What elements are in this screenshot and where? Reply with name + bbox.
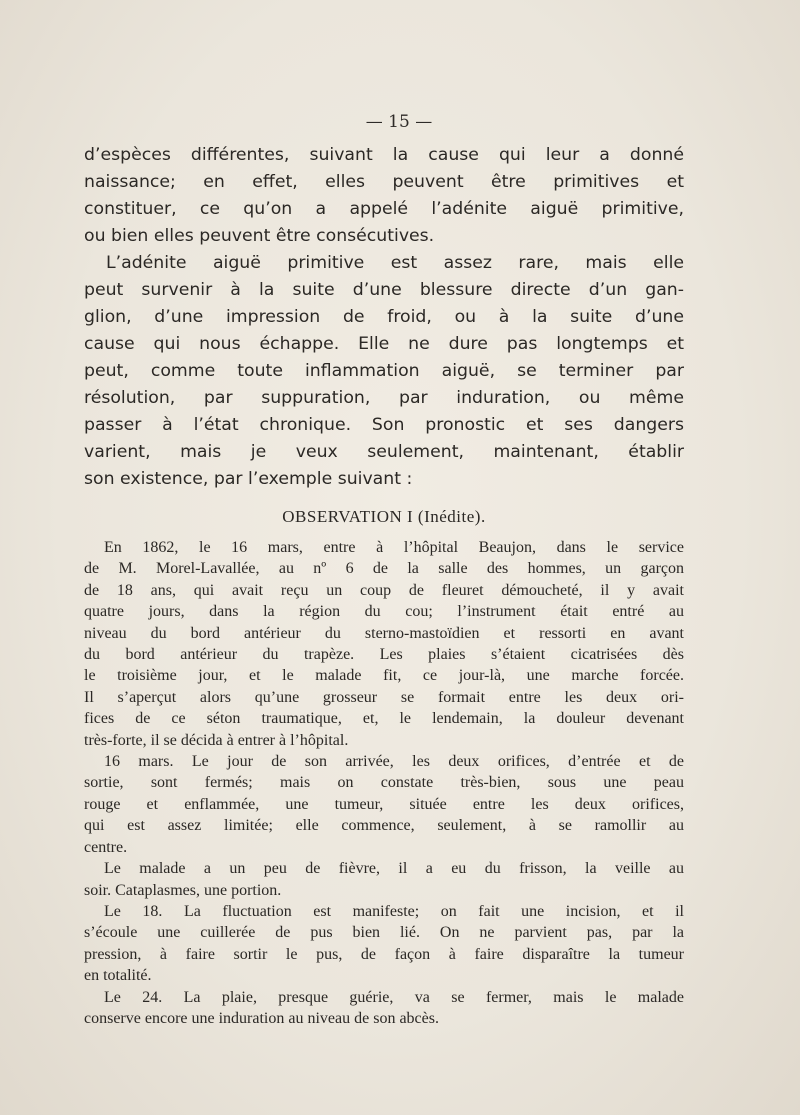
text-line: qui est assez limitée; elle commence, seulement, à se ramollir au bbox=[84, 817, 684, 835]
intro-paragraph bbox=[84, 142, 684, 250]
text-line: passer à l’état chronique. Son pronostic et ses dangers bbox=[84, 415, 684, 435]
text-line: varient, mais je veux seulement, maintenant, établir bbox=[84, 442, 684, 462]
text-line: peut survenir à la suite d’une blessure directe d’un gan- bbox=[84, 280, 684, 300]
text-line: s’écoule une cuillerée de pus bien lié. On ne parvient pas, par la bbox=[84, 924, 684, 942]
text-line: de 18 ans, qui avait reçu un coup de fleuret démoucheté, il y avait bbox=[84, 581, 684, 599]
text-line: en totalité. bbox=[84, 967, 152, 985]
text-line: glion, d’une impression de froid, ou à la suite d’une bbox=[84, 307, 684, 327]
observation-paragraph bbox=[84, 537, 684, 751]
text-line: très-forte, il se décida à entrer à l’hôpital. bbox=[84, 731, 349, 749]
text-line: résolution, par suppuration, par induration, ou même bbox=[84, 388, 684, 408]
observation-paragraph bbox=[84, 751, 684, 858]
text-line: fices de ce séton traumatique, et, le lendemain, la douleur devenant bbox=[84, 710, 684, 728]
text-line: rouge et enflammée, une tumeur, située entre les deux orifices, bbox=[84, 795, 684, 813]
page-content bbox=[84, 112, 684, 1029]
observation-paragraph bbox=[84, 987, 684, 1030]
text-line: peut, comme toute inflammation aiguë, se terminer par bbox=[84, 361, 684, 381]
text-line: L’adénite aiguë primitive est assez rare, mais elle bbox=[106, 253, 684, 273]
text-line: Le 24. La plaie, presque guérie, va se fermer, mais le malade bbox=[104, 988, 684, 1006]
text-line: du bord antérieur du trapèze. Les plaies s’étaient cicatrisées dès bbox=[84, 646, 684, 664]
observation-title: OBSERVATION I (Inédite). bbox=[282, 507, 486, 526]
text-line: soir. Cataplasmes, une portion. bbox=[84, 881, 282, 899]
text-line: naissance; en effet, elles peuvent être primitives et bbox=[84, 172, 684, 192]
text-line: 16 mars. Le jour de son arrivée, les deux orifices, d’entrée et de bbox=[104, 753, 684, 771]
text-line: son existence, par l’exemple suivant : bbox=[84, 469, 413, 489]
text-line: pression, à faire sortir le pus, de façon à faire disparaître la tumeur bbox=[84, 945, 684, 963]
text-line: niveau du bord antérieur du sterno-mastoïdien et ressorti en avant bbox=[84, 624, 684, 642]
text-line: centre. bbox=[84, 838, 128, 856]
text-line: Le malade a un peu de fièvre, il a eu du frisson, la veille au bbox=[104, 860, 684, 878]
text-line: Le 18. La fluctuation est manifeste; on fait une incision, et il bbox=[104, 902, 684, 920]
observation-paragraph bbox=[84, 858, 684, 901]
text-line: quatre jours, dans la région du cou; l’instrument était entré au bbox=[84, 603, 684, 621]
observation-text bbox=[84, 537, 684, 1029]
text-line: conserve encore une induration au niveau de son abcès. bbox=[84, 1009, 439, 1027]
page-number: — 15 — bbox=[365, 112, 433, 132]
paragraph-adenite bbox=[84, 250, 684, 493]
body-text bbox=[84, 142, 684, 493]
text-line: sortie, sont fermés; mais on constate très-bien, sous une peau bbox=[84, 774, 684, 792]
observation-paragraph bbox=[84, 901, 684, 987]
text-line: le troisième jour, et le malade fit, ce jour-là, une marche forcée. bbox=[84, 667, 684, 685]
text-line: de M. Morel-Lavallée, au nº 6 de la salle des hommes, un garçon bbox=[84, 560, 684, 578]
text-line: d’espèces différentes, suivant la cause qui leur a donné bbox=[84, 145, 684, 165]
text-line: En 1862, le 16 mars, entre à l’hôpital Beaujon, dans le service bbox=[104, 539, 684, 556]
text-line: constituer, ce qu’on a appelé l’adénite aiguë primitive, bbox=[84, 199, 684, 219]
text-line: Il s’aperçut alors qu’une grosseur se formait entre les deux ori- bbox=[84, 688, 684, 706]
text-line: cause qui nous échappe. Elle ne dure pas longtemps et bbox=[84, 334, 684, 354]
text-line: ou bien elles peuvent être consécutives. bbox=[84, 226, 435, 246]
